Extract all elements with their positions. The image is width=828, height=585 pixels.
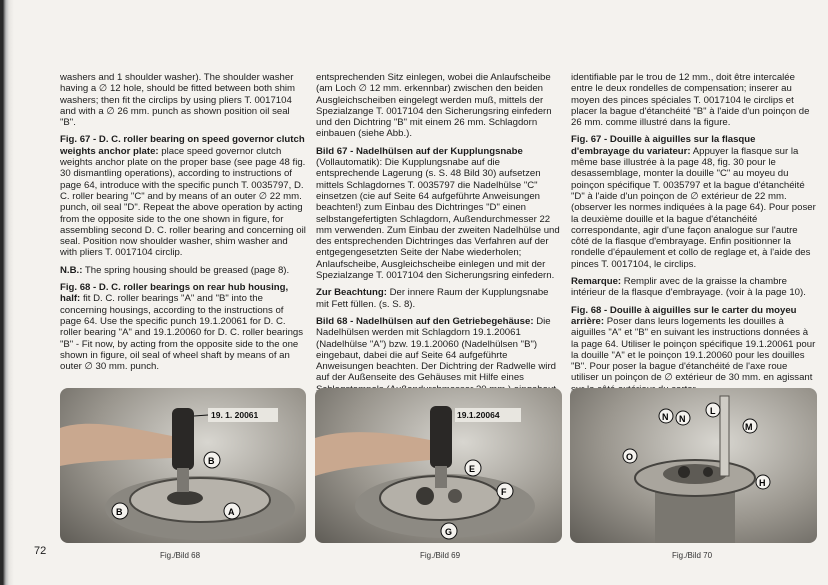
bild67-section bbox=[316, 146, 562, 282]
english-column bbox=[60, 72, 307, 378]
hub-recess bbox=[663, 464, 727, 484]
punch-tool bbox=[430, 406, 452, 468]
note bbox=[571, 276, 816, 299]
callout-label: A bbox=[228, 507, 235, 517]
section-body: Die Nadelhülsen werden mit Schlagdorn 19.1.20061 (Nadelhülse "A") bzw. 19.1.20060 (Nadelhülsen "B") eingebaut, dabei die auf Seite 64 aufgeführte Anweisungen beachten. Der Dichtring der Radwelle wird auf der Außenseite des Gehäuses mit Hilfe eines bbox=[316, 315, 556, 384]
section-body: Poser dans leurs logements les douilles à aiguilles "A" et "B" en suivant les instructions données à la page 64. Utiliser le poinçon spécifique 19.1.20061 pour la douille "A" et le poinçon 19.1.20060 pour les douilles "B". Pour poser la bague d'étanchéité de l'axe roue utiliser un poinçon de ∅ extérieur de 30 mm. en agissant bbox=[571, 315, 816, 384]
figure-68-caption: Fig./Bild 68 bbox=[160, 551, 201, 560]
callout-label: B bbox=[116, 507, 123, 517]
note bbox=[316, 287, 562, 310]
section-body: (Vollautomatik): Die Kupplungsnabe auf die entsprechende Lagerung (s. S. 48 Bild 30) aufsetzen mittels Schlagdornes T. 0035797 die Nadelhülse "C" einsetzen (cie auf Seite 64 aufgeführte Anweisungen beachten!) zum Einbau des Dichtringes "D" einen selbstangefertigten Schlagdorn, Außendurchmesser 22 mm verwenden. Zum Einbau der zweiten Nadelhülse und des entsprechenden Dichtringes das Verfahren auf der entgegengesetzten Seite der Nabe wiederholen; Anlaufscheibe, Ausgleichscheibe einlegen und mit der Spezialzange T. 0017104 den Sicherungsring einfedern. bbox=[316, 157, 560, 282]
paragraph: identifiable par le trou de 12 mm., doit être intercalée entre le deux rondelles de compensation; inserer au moyen des pinces spéciales T. 0017104 le circlips et placer la bague d'étanchéité "B" à l'aide d'un poinçon de 26 mm. comme illustré dans la figure. bbox=[571, 72, 810, 129]
section-heading: Bild 67 - Nadelhülsen auf der Kupplungsnabe bbox=[316, 145, 523, 157]
note-label: Remarque: bbox=[571, 276, 622, 288]
leader-line bbox=[194, 415, 208, 416]
section-body: place speed governor clutch weights anchor plate on the proper base (see page 48 fig. 30 dismantling operations), according to instructions of page 64, introduce with the specific punch T. 0035797, D. C. roller bearing "C" and by means of an outer ∅ 22 mm. punch, oil seal "D". Repeat the above operation by acting from the opposite side to the one shown in figure, for assembling second D. C. roller bearing and concerning oil seal. Position now shoulder washer, shim washer and with pliers T. 0017104 circlip. bbox=[60, 145, 306, 259]
note-text: Der innere Raum der Kupplungsnabe mit Fett füllen. (s. S. 8). bbox=[316, 287, 549, 310]
callout-label: G bbox=[445, 527, 453, 537]
fig67-section bbox=[60, 134, 307, 258]
figure-70-photo bbox=[570, 388, 817, 543]
note-label: N.B.: bbox=[60, 264, 83, 276]
paragraph: entsprechenden Sitz einlegen, wobei die Anlaufscheibe (am Loch ∅ 12 mm. erkennbar) zwischen den beiden Ausgleichscheiben eingelegt werden muß, mittels der Spezialzange T. 0017104 den Sicherungsring einfedern und den Dichtring "B" mit einem 26 mm. Schlagdorn einbauen (siehe Abb.). bbox=[316, 72, 552, 140]
punch-label: 19. 1. 20061 bbox=[211, 410, 259, 420]
callout-label: H bbox=[759, 478, 766, 488]
callout-label: E bbox=[469, 464, 476, 474]
bearing-bore bbox=[167, 491, 203, 505]
fig68-section bbox=[571, 305, 816, 395]
punch-shaft bbox=[177, 468, 189, 492]
note-text: The spring housing should be greased (page 8). bbox=[84, 264, 290, 276]
page-number: 72 bbox=[34, 545, 47, 557]
german-column bbox=[316, 72, 562, 401]
callout-label: M bbox=[745, 422, 753, 432]
section-heading: Bild 68 - Nadelhülsen auf den Getriebegehäuse: bbox=[316, 315, 534, 327]
callout-label: N bbox=[679, 414, 686, 424]
bild68-section bbox=[316, 316, 562, 395]
section-body: fit D. C. roller bearings "A" and "B" into the concerning housings, according to the instructions of page 64. Use the specific punch 19.1.20061 for D. C. roller bearing "A" and 19.1.20060 for D. C. roller bearings "B" - Fit now, by acting from the opposite side to the one shown in figure, oil seal of wheel shaft by means of an outer ∅ 30 mm. punch. bbox=[60, 293, 304, 373]
section-heading: Fig. 68 - D. C. roller bearings on rear hub housing, half: bbox=[60, 282, 289, 305]
figure-68-illustration bbox=[60, 388, 306, 543]
figure-69-illustration bbox=[315, 388, 562, 543]
hand bbox=[315, 432, 430, 476]
figure-69-caption: Fig./Bild 69 bbox=[420, 551, 461, 560]
callout-label: F bbox=[501, 487, 507, 497]
section-heading: Fig. 67 - Douille à aiguilles sur la flasque d'embrayage du variateur: bbox=[571, 134, 756, 157]
section-body: Appuyer la flasque sur la même base illustrée à la page 48, fig. 30 pour le desassemblage, monter la douille "C" au moyeu du poinçon spécifique T. 0035797 et la bague d'étanchéité "D" à l'aide d'un poinçon de ∅ extérieur de 22 mm. (observer les normes indiquées à la page 64). Pour poser la deuxième douille et la bague d'étanchéité correspondante, agir d'une façon analogue sur l'autre côté de la flasque d'embrayage. Enfin positionner la rondelle d'épaulement et collo de reglage et, à l'aide des pinces T. 0017104, le circlips. bbox=[571, 145, 816, 270]
bearing bbox=[703, 467, 713, 477]
hub-detail bbox=[448, 489, 462, 503]
callout-label: L bbox=[710, 406, 716, 416]
callout-label: N bbox=[662, 412, 669, 422]
fig67-section bbox=[571, 134, 816, 270]
page-binding-edge bbox=[0, 0, 14, 585]
punch-tool bbox=[172, 408, 194, 470]
figure-69-photo bbox=[315, 388, 562, 543]
figure-68-photo bbox=[60, 388, 306, 543]
paragraph: washers and 1 shoulder washer). The shoulder washer having a ∅ 12 hole, should be fitted between both shim washers; then fit the circlips by using pliers T. 0017104 and with a ∅ 26 mm. punch as shown position oil seal "B". bbox=[60, 72, 296, 129]
figure-70-caption: Fig./Bild 70 bbox=[672, 551, 713, 560]
callout-label: B bbox=[208, 456, 215, 466]
hand bbox=[60, 424, 172, 466]
callout-label: O bbox=[626, 452, 634, 462]
french-column bbox=[571, 72, 816, 401]
punch-shaft bbox=[435, 466, 447, 488]
punch-label: 19.1.20064 bbox=[457, 410, 500, 420]
note-text: Remplir avec de la graisse la chambre intérieur de la flasque d'embrayage. (voir à la page 10). bbox=[571, 276, 806, 299]
note-label: Zur Beachtung: bbox=[316, 287, 387, 299]
fig68-section bbox=[60, 282, 307, 372]
wheel-shaft bbox=[720, 396, 729, 476]
bearing bbox=[678, 466, 690, 478]
hub-bore bbox=[416, 487, 434, 505]
section-heading: Fig. 68 - Douille à aiguilles sur le carter du moyeu arrière: bbox=[571, 304, 797, 327]
figure-70-illustration bbox=[570, 388, 817, 543]
section-heading: Fig. 67 - D. C. roller bearing on speed governor clutch weights anchor plate: bbox=[60, 134, 305, 157]
note bbox=[60, 265, 307, 276]
